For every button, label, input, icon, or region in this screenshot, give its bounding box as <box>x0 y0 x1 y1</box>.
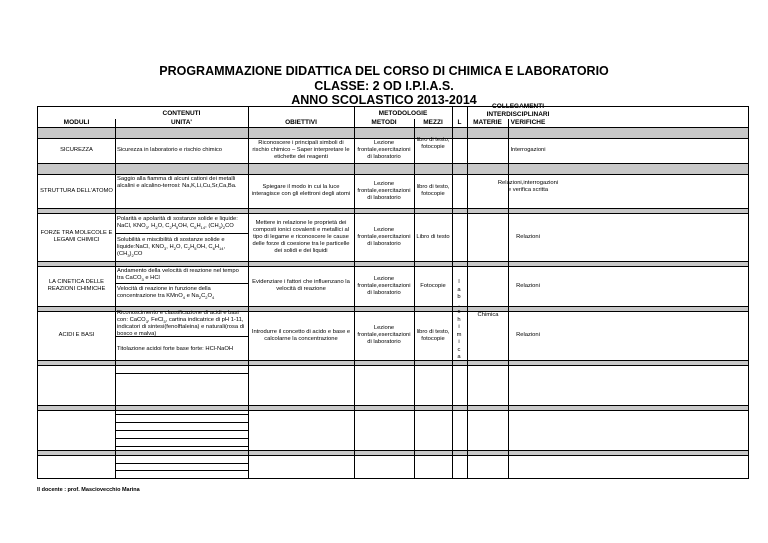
l-letter: b <box>457 294 461 300</box>
objective-text: Spiegare il modo in cui la luce interagisce con gli elettroni degli atomi <box>251 184 351 197</box>
module-struttura-atomo: STRUTTURA DELL'ATOMO <box>40 187 113 194</box>
unit-polarita: Polarità e apolarità di sostanze solide e liquide: NaCl, $KNO_3$, $H_2O$, $C_2H_5OH$, $C_6H_{14}$, $(CH_3)_2CO$ <box>117 216 238 231</box>
unit-divider <box>115 422 248 423</box>
unit-divider <box>115 463 248 464</box>
row-line <box>38 450 748 451</box>
header-obiettivi: OBIETTIVI <box>285 119 317 126</box>
row-line <box>38 410 748 411</box>
unit-solubilita: Solubilità e miscibilità di sostanze solide e liquide:NaCl, $KNO_3$, $H_2O$, $C_2H_5OH$, $C_6H_{14}$, $(CH_3)_2CO$ <box>117 236 226 258</box>
unit-riconoscimento: Riconoscimento e classificazione di acidi e basi con: CaCO$_3$, FeCl$_3$, cartina indicatrice di pH 1-11, indicatori di sintesi(fenolftaleina) e naturali(rosa di bosco e malva) <box>117 309 245 337</box>
l-letter: i <box>458 339 460 345</box>
l-letter: h <box>457 316 461 323</box>
l-letter: m <box>456 331 462 338</box>
header-band <box>38 127 748 138</box>
programme-table <box>37 103 749 479</box>
col-line <box>452 107 453 478</box>
l-letter: c <box>457 309 461 315</box>
unit-andamento: Andamento della velocità di reazione nel tempo tra CaCO$_3$ e HCl <box>117 267 239 282</box>
module-sicurezza: SICUREZZA <box>60 147 93 153</box>
title-line-2: CLASSE: 2 OD I.P.I.A.S. <box>314 79 454 93</box>
header-verifiche: VERIFICHE <box>510 119 546 126</box>
means-text: Libro di testo <box>416 233 450 240</box>
col-line <box>115 119 116 478</box>
unit-divider <box>115 414 248 415</box>
col-line <box>248 107 249 478</box>
l-letter: c <box>457 346 461 353</box>
assessment-text: Relazioni <box>516 332 540 338</box>
objective-text: Evidenziare i fattori che influenzano la velocità di reazione <box>252 279 350 292</box>
row-line <box>38 405 748 406</box>
method-text: Lezione frontale,esercitazioni di laboratorio <box>357 275 411 296</box>
assessment-text: Interrogazioni <box>510 147 546 153</box>
header-mezzi: MEZZI <box>423 119 443 126</box>
row-line <box>38 306 748 307</box>
method-text: Lezione frontale,esercitazioni di laboratorio <box>357 140 411 160</box>
assessment-text: Relazioni,interrogazioni e verifica scritta <box>497 180 559 193</box>
method-text: Lezione frontale,esercitazioni di laboratorio <box>357 325 411 345</box>
unit-divider <box>115 430 248 431</box>
l-letter: . <box>458 301 460 308</box>
unit-text: Sicurezza in laboratorio e rischio chimico <box>117 147 223 153</box>
assessment-text: Relazioni <box>516 282 540 289</box>
l-column-letters <box>455 279 463 362</box>
teacher-signature: Il docente : prof. Masciovecchio Marina <box>37 487 140 493</box>
means-text: libro di testo, fotocopie <box>416 328 450 342</box>
module-acidi-basi: ACIDI E BASI <box>58 332 95 338</box>
means-text: Fotocopie <box>420 282 446 289</box>
unit-divider <box>115 446 248 447</box>
header-metodologie: METODOLOGIE <box>378 110 428 117</box>
means-text: libro di testo, fotocopie <box>416 137 450 150</box>
assessment-text: Relazioni <box>516 233 540 240</box>
header-contenuti: CONTENUTI <box>162 110 201 117</box>
l-letter: a <box>457 354 461 360</box>
row-line <box>38 360 748 361</box>
col-line <box>467 107 468 478</box>
header-collegamenti: COLLEGAMENTI INTERDISCIPLINARI <box>486 103 550 118</box>
header-moduli: MODULI <box>63 119 90 126</box>
row-line <box>38 163 748 164</box>
row-line <box>38 455 748 456</box>
unit-text: Saggio alla fiamma di alcuni cationi dei metalli alcalini e alcalino-terrosi: Na,K,Li,Cu,Sr,Ca,Ba. <box>117 176 237 189</box>
unit-velocita: Velocità di reazione in funzione della concentrazione tra KMnO$_4$ e $Na_2C_2O_4$ <box>117 286 215 301</box>
method-text: Lezione frontale,esercitazioni di laboratorio <box>357 226 411 247</box>
method-text: Lezione frontale,esercitazioni di laboratorio <box>357 180 411 201</box>
unit-divider <box>115 438 248 439</box>
header-materie: MATERIE <box>473 119 502 126</box>
objective-text: Riconoscere i principali simboli di rischio chimico – Saper interpretare le etichette dei reagenti <box>252 140 350 160</box>
l-letter: a <box>457 286 461 293</box>
header-unita: UNITA' <box>171 119 192 126</box>
title-line-1: PROGRAMMAZIONE DIDATTICA DEL CORSO DI CHIMICA E LABORATORIO <box>159 64 609 78</box>
module-cinetica: LA CINETICA DELLE REAZIONI CHIMICHE <box>47 279 106 292</box>
unit-divider <box>115 470 248 471</box>
header-metodi: METODI <box>371 119 397 126</box>
row-line <box>38 127 748 128</box>
row-line <box>38 208 748 209</box>
title-line-3: ANNO SCOLASTICO 2013-2014 <box>291 93 477 107</box>
row-line <box>38 365 748 366</box>
row-line <box>38 261 748 262</box>
separator-band <box>38 163 748 174</box>
unit-text: Titolazione acidoi forte base forte: HCl-NaOH <box>117 345 234 352</box>
unit-divider <box>115 373 248 374</box>
means-text: libro di testo, fotocopie <box>416 184 450 197</box>
module-forze-legami: FORZE TRA MOLECOLE E LEGAMI CHIMICI <box>40 230 113 243</box>
header-l: L <box>457 119 462 126</box>
l-letter: i <box>458 324 460 330</box>
l-letter: l <box>458 279 460 285</box>
objective-text: Introdurre il concetto di acido e base e calcolarne la concentrazione <box>251 328 351 342</box>
objective-text: Mettere in relazione le proprietà dei composti ionici covalenti e metallici al tipo di legame e riconoscere le cause delle forze di coesione tra le particelle dei solidi e dei liquidi <box>252 219 350 254</box>
materie-chimica: Chimica <box>477 311 499 318</box>
